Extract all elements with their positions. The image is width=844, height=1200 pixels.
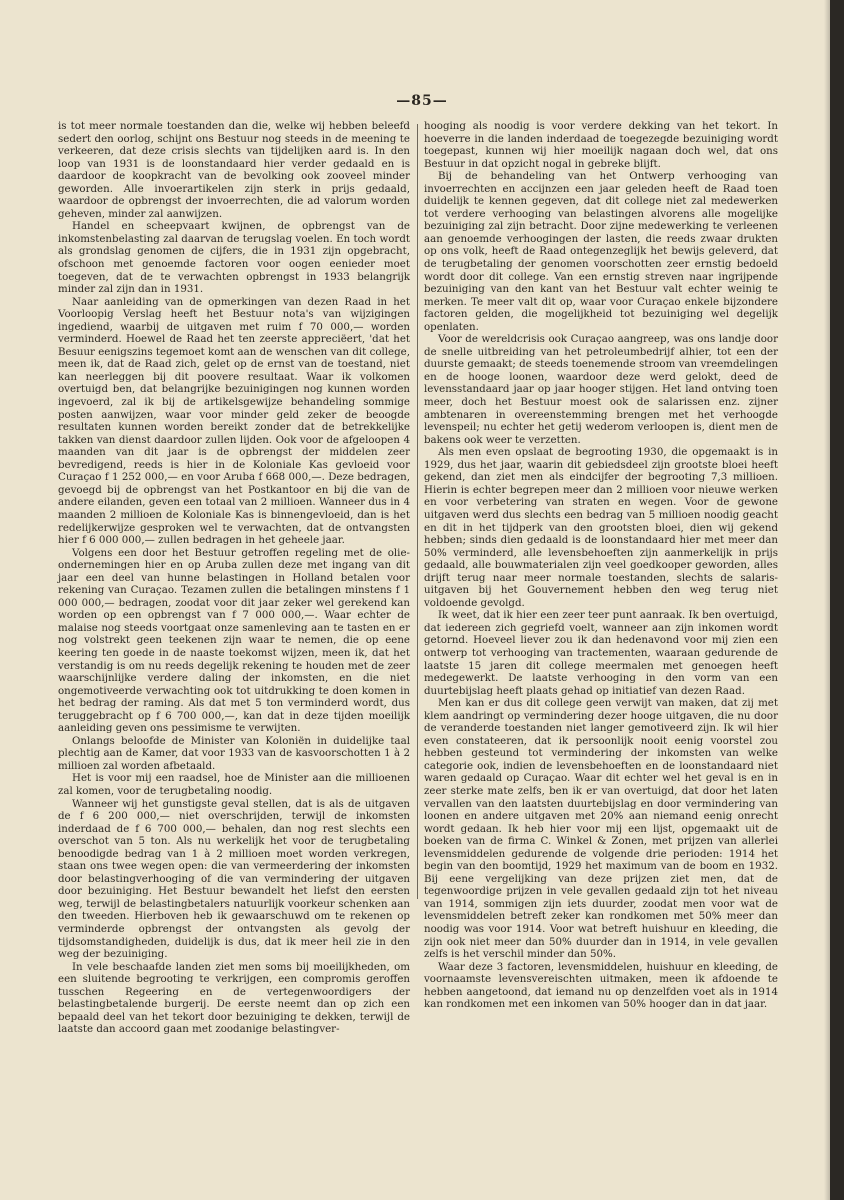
left-column <box>58 120 410 1036</box>
page-edge <box>830 0 844 1200</box>
paragraph: Naar aanleiding van de opmerkingen van dezen Raad in het Voorloopig Verslag heeft het Bestuur nota's van wijzigingen ingediend, waarbij de uitgaven met ruim f 70 000,— worden verminderd. Hoewel de Raad het ten zeerste appreciëert, 'dat het Besuur eenigszins tegemoet komt aan de wenschen van dit college, meen ik, dat de Raad zich, gelet op de ernst van de toestand, niet kan neerleggen bij dit poovere resultaat. Waar ik volkomen overtuigd ben, dat belangrijke bezuinigingen nog kunnen worden ingevoerd, zal ik bij de artikelsgewijze behandeling sommige posten aanwijzen, waar voor minder geld zeker de beoogde resultaten kunnen worden bereikt zonder dat de betrekkelijke takken van dienst daardoor zullen lijden. Ook voor de afgeloopen 4 maanden van dit jaar is de opbrengst der middelen zeer bevredigend, reeds is hier in de Koloniale Kas gevloeid voor Curaçao f 1 252 000,— en voor Aruba f 668 000,—. Deze bedragen, gevoegd bij de opbrengst van het Postkantoor en bij die van de andere eilanden, geven een totaal van 2 millioen. Wanneer dus in 4 maanden 2 millioen de Koloniale Kas is binnengevloeid, dan is het redelijkerwijze gesproken wel te verwachten, dat de ontvangsten hier f 6 000 000,— zullen bedragen in het geheele jaar. <box>58 295 410 547</box>
paragraph: Men kan er dus dit college geen verwijt van maken, dat zij met klem aandringt op vermindering dezer hooge uitgaven, die nu door de veranderde toestanden niet langer gemotiveerd zijn. Ik wil hier even constateeren, dat ik persoonlijk nooit eenig voorstel zou hebben gesteund tot vermindering der inkomsten van welke categorie ook, indien de levensbehoeften en de loonstandaard niet waren gedaald op Curaçao. Waar dit echter wel het geval is en in zeer sterke mate zelfs, ben ik er van overtuigd, dat door het laten vervallen van den laatsten duurtebijslag en door vermindering van loonen en andere uitgaven met 20% aan niemand eenig onrecht wordt gedaan. Ik heb hier voor mij een lijst, opgemaakt uit de boeken van de firma C. Winkel & Zonen, met prijzen van allerlei levensmiddelen gedurende de volgende drie perioden: 1914 het begin van den boomtijd, 1929 het maximum van de boom en 1932. Bij eene vergelijking van deze prijzen ziet men, dat de tegenwoordige prijzen in vele gevallen gedaald zijn tot het niveau van 1914, sommigen zijn iets duurder, zoodat men voor wat de levensmiddelen betreft zeker kan rondkomen met 50% meer dan noodig was voor 1914. Voor wat betreft huishuur en kleeding, die zijn ook niet meer dan 50% duurder dan in 1914, in vele gevallen zelfs is het verschil minder dan 50%. <box>424 697 778 961</box>
paragraph: Onlangs beloofde de Minister van Koloniën in duidelijke taal plechtig aan de Kamer, dat voor 1933 van de kasvoorschotten 1 à 2 millioen zal worden afbetaald. <box>58 734 410 772</box>
paragraph: hooging als noodig is voor verdere dekking van het tekort. In hoeverre in die landen inderdaad de toegezegde bezuiniging wordt toegepast, kunnen wij hier moeilijk nagaan doch wel, dat ons Bestuur in dat opzicht nogal in gebreke blijft. <box>424 120 778 170</box>
right-column <box>424 120 778 1011</box>
paragraph: Waar deze 3 factoren, levensmiddelen, huishuur en kleeding, de voornaamste levensvereischten uitmaken, meen ik afdoende te hebben aangetoond, dat iemand nu op denzelfden voet als in 1914 kan rondkomen met een inkomen van 50% hooger dan in dat jaar. <box>424 960 778 1011</box>
paragraph: Handel en scheepvaart kwijnen, de opbrengst van de inkomstenbelasting zal daarvan de terugslag voelen. En toch wordt als grondslag genomen de cijfers, die in 1931 zijn opgebracht, ofschoon met genoemde factoren voor oogen eenieder moet toegeven, dat de te verwachten opbrengst in 1933 belangrijk minder zal zijn dan in 1931. <box>58 220 410 296</box>
paragraph: Volgens een door het Bestuur getroffen regeling met de olie-ondernemingen hier en op Aruba zullen deze met ingang van dit jaar een deel van hunne belastingen in Holland betalen voor rekening van Curaçao. Tezamen zullen die betalingen minstens f 1 000 000,— bedragen, zoodat voor dit jaar zeker wel gerekend kan worden op een opbrengst van f 7 000 000,—. Waar echter de malaise nog steeds voortgaat onze samenleving aan te tasten en er nog volstrekt geen teekenen zijn waar te nemen, die op eene keering ten goede in de naaste toekomst wijzen, meen ik, dat het verstandig is om nu reeds degelijk rekening te houden met de zeer waarschijnlijke verdere daling der inkomsten, en die niet ongemotiveerde verwachting ook tot uitdrukking te doen komen in het bedrag der raming. Als dat met 5 ton verminderd wordt, dus teruggebracht op f 6 700 000,—, kan dat in deze tijden moeilijk aanleiding geven ons pessimisme te verwijten. <box>58 546 410 735</box>
paragraph: Voor de wereldcrisis ook Curaçao aangreep, was ons landje door de snelle uitbreiding van het petroleumbedrijf alhier, tot een der duurste gemaakt; de steeds toenemende stroom van vreemdelingen en de hooge loonen, waardoor deze werd gelokt, deed de levensstandaard jaar op jaar hooger stijgen. Het land ontving toen meer, doch het Bestuur moest ook de salarissen enz. zijner ambtenaren in overeenstemming brengen met het verhoogde levenspeil; nu echter het getij wederom verloopen is, dient men de bakens ook weer te verzetten. <box>424 333 778 446</box>
paragraph: Het is voor mij een raadsel, hoe de Minister aan die millioenen zal komen, voor de terugbetaling noodig. <box>58 772 410 797</box>
paragraph: Ik weet, dat ik hier een zeer teer punt aanraak. Ik ben overtuigd, dat iedereen zich gegriefd voelt, wanneer aan zijn inkomen wordt getornd. Hoeveel liever zou ik dan hedenavond voor mij zien een ontwerp tot verhooging van tractementen, waaraan gedurende de laatste 15 jaren dit college meermalen met genoegen heeft medegewerkt. De laatste verhooging in den vorm van een duurtebijslag heeft plaats gehad op initiatief van dezen Raad. <box>424 609 778 697</box>
paragraph: Wanneer wij het gunstigste geval stellen, dat is als de uitgaven de f 6 200 000,— niet overschrijden, terwijl de inkomsten inderdaad de f 6 700 000,— behalen, dan nog rest slechts een overschot van 5 ton. Als nu werkelijk het voor de terugbetaling benoodigde bedrag van 1 à 2 millioen moet worden verkregen, staan ons twee wegen open: die van vermeerdering der inkomsten door belastingverhooging of die van vermindering der uitgaven door bezuiniging. Het Bestuur bewandelt het liefst den eersten weg, terwijl de belastingbetalers natuurlijk voorkeur schenken aan den tweeden. Hierboven heb ik gewaarschuwd om te rekenen op verminderde opbrengst der ontvangsten als gevolg der tijdsomstandigheden, duidelijk is dus, dat ik meer heil zie in den weg der bezuiniging. <box>58 797 410 961</box>
paragraph: In vele beschaafde landen ziet men soms bij moeilijkheden, om een sluitende begrooting te verkrijgen, een compromis geroffen tusschen Regeering en de vertegenwoordigers der belastingbetalende burgerij. De eerste neemt dan op zich een bepaald deel van het tekort door bezuiniging te dekken, terwijl de laatste dan accoord gaan met zoodanige belastingver- <box>58 960 410 1036</box>
paragraph: Bij de behandeling van het Ontwerp verhooging van invoerrechten en accijnzen een jaar geleden heeft de Raad toen duidelijk te kennen gegeven, dat dit college niet zal medewerken tot verdere verhooging van belastingen alvorens alle mogelijke bezuiniging zal zijn betracht. Door zijne medewerking te verleenen aan genoemde verhoogingen der lasten, die reeds zwaar drukten op ons volk, heeft de Raad ontegenzeglijk het bewijs geleverd, dat de terugbetaling der genomen voorschotten zeer ernstig bedoeld wordt door dit college. Van een ernstig streven naar ingrijpende bezuiniging van den kant van het Bestuur valt echter weinig te merken. Te meer valt dit op, waar voor Curaçao enkele bijzondere factoren gelden, die mogelijkheid tot bezuiniging wel degelijk openlaten. <box>424 170 778 333</box>
page-number: —85— <box>396 93 448 109</box>
column-divider <box>417 124 418 899</box>
paragraph: Als men even opslaat de begrooting 1930, die opgemaakt is in 1929, dus het jaar, waarin dit gebiedsdeel zijn grootste bloei heeft gekend, dan ziet men als eindcijfer der begrooting 7,3 millioen. Hierin is echter begrepen meer dan 2 millioen voor nieuwe werken en voor verbetering van straten en wegen. Voor de gewone uitgaven werd dus slechts een bedrag van 5 millioen noodig geacht en dit in het tijdperk van den grootsten bloei, dien wij gekend hebben; sinds dien gedaald is de loonstandaard hier met meer dan 50% verminderd, alle levensbehoeften zijn aanmerkelijk in prijs gedaald, alle bouwmaterialen zijn veel goedkooper geworden, alles drijft terug naar meer normale toestanden, slechts de salaris-uitgaven bij het Gouvernement hebben den weg terug niet voldoende gevolgd. <box>424 446 778 609</box>
paragraph: is tot meer normale toestanden dan die, welke wij hebben beleefd sedert den oorlog, schijnt ons Bestuur nog steeds in de meening te verkeeren, dat deze crisis slechts van tijdelijken aard is. In den loop van 1931 is de loonstandaard hier verder gedaald en is daardoor de koopkracht van de bevolking ook zooveel minder geworden. Alle invoerartikelen zijn sterk in prijs gedaald, waardoor de opbrengst der invoerrechten, die ad valorum worden geheven, minder zal aanwijzen. <box>58 120 410 220</box>
